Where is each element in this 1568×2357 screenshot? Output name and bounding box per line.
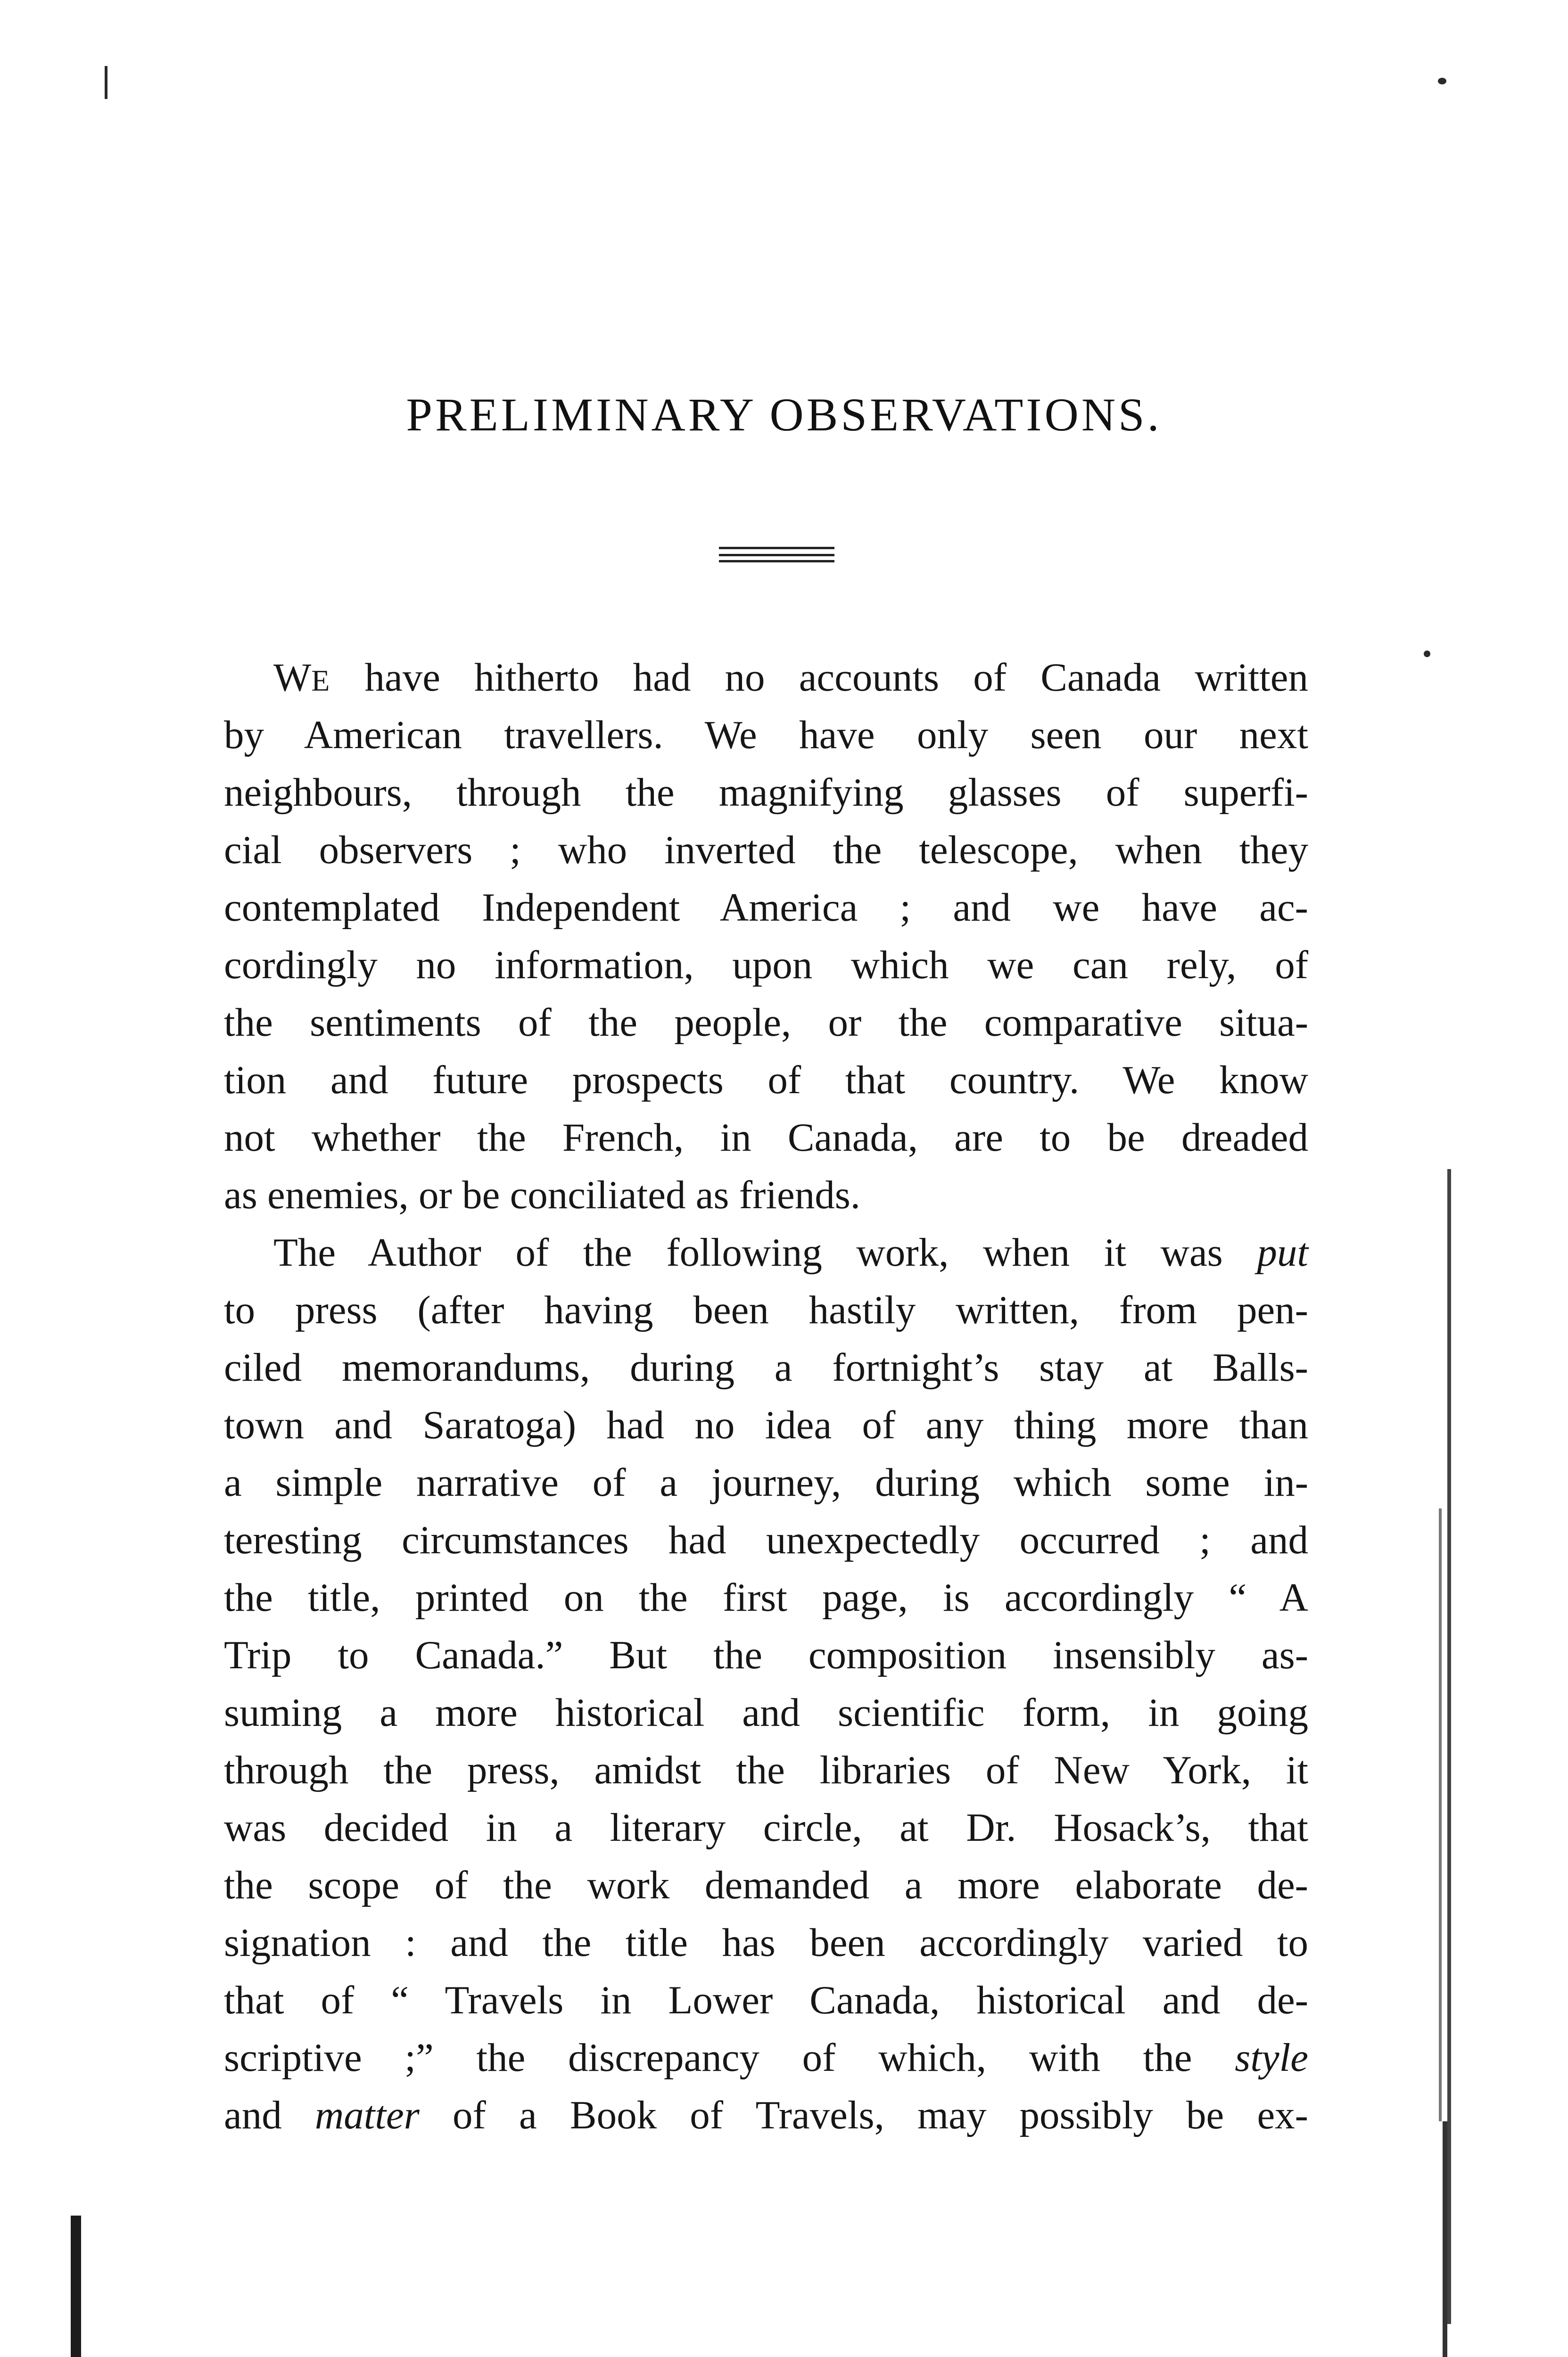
speck [1438,78,1446,84]
text-line: to press (after having been hastily written, from pen- [224,1288,1308,1332]
text-line: teresting circumstances had unexpectedly occurred ; and [224,1518,1308,1562]
text-line: was decided in a literary circle, at Dr. Hosack’s, that [224,1805,1308,1850]
text-line: that of “ Travels in Lower Canada, historical and de- [224,1978,1308,2022]
text-line: not whether the French, in Canada, are to be dreaded [224,1115,1308,1160]
text-line: WE have hitherto had no accounts of Canada written [273,655,1308,700]
text-line: the scope of the work demanded a more elaborate de- [224,1863,1308,1907]
drop-letter: W [273,655,312,700]
text-line: Trip to Canada.” But the composition insensibly as- [224,1633,1308,1677]
text-line: and matter of a Book of Travels, may possibly be ex- [224,2093,1308,2137]
text-line: the sentiments of the people, or the comparative situa- [224,1000,1308,1045]
text-line: contemplated Independent America ; and we have ac- [224,885,1308,930]
text-line: the title, printed on the first page, is accordingly “ A [224,1575,1308,1620]
text-line: cial observers ; who inverted the telescope, when they [224,828,1308,872]
italic-word: put [1257,1230,1308,1275]
heading-rule [719,547,834,549]
text-line: ciled memorandums, during a fortnight’s stay at Balls- [224,1345,1308,1390]
binding-shadow [1439,1508,1442,2121]
binding-shadow [1443,2121,1447,2357]
text-line: by American travellers. We have only seen our next [224,713,1308,757]
heading-rule [719,560,834,562]
binding-shadow [1447,1169,1451,2324]
text-line: signation : and the title has been accordingly varied to [224,1920,1308,1965]
text-line: town and Saratoga) had no idea of any thing more than [224,1403,1308,1447]
page-edge-mark [71,2216,81,2357]
speck [105,66,107,99]
heading-rule [719,554,834,556]
text-line: through the press, amidst the libraries of New York, it [224,1748,1308,1792]
text-line: tion and future prospects of that country. We know [224,1058,1308,1102]
small-caps: E [311,664,331,697]
italic-word: matter [314,2093,420,2137]
italic-word: style [1235,2036,1308,2080]
text-line: suming a more historical and scientific form, in going [224,1690,1308,1735]
text-line: cordingly no information, upon which we can rely, of [224,943,1308,987]
text-line: neighbours, through the magnifying glasses of superfi- [224,770,1308,815]
text-line: The Author of the following work, when it was put [273,1230,1308,1275]
speck [1424,651,1430,657]
text-line: as enemies, or be conciliated as friends. [224,1173,861,1217]
text-line: a simple narrative of a journey, during which some in- [224,1460,1308,1505]
text-line: scriptive ;” the discrepancy of which, with the style [224,2036,1308,2080]
page-heading: PRELIMINARY OBSERVATIONS. [406,388,1162,441]
